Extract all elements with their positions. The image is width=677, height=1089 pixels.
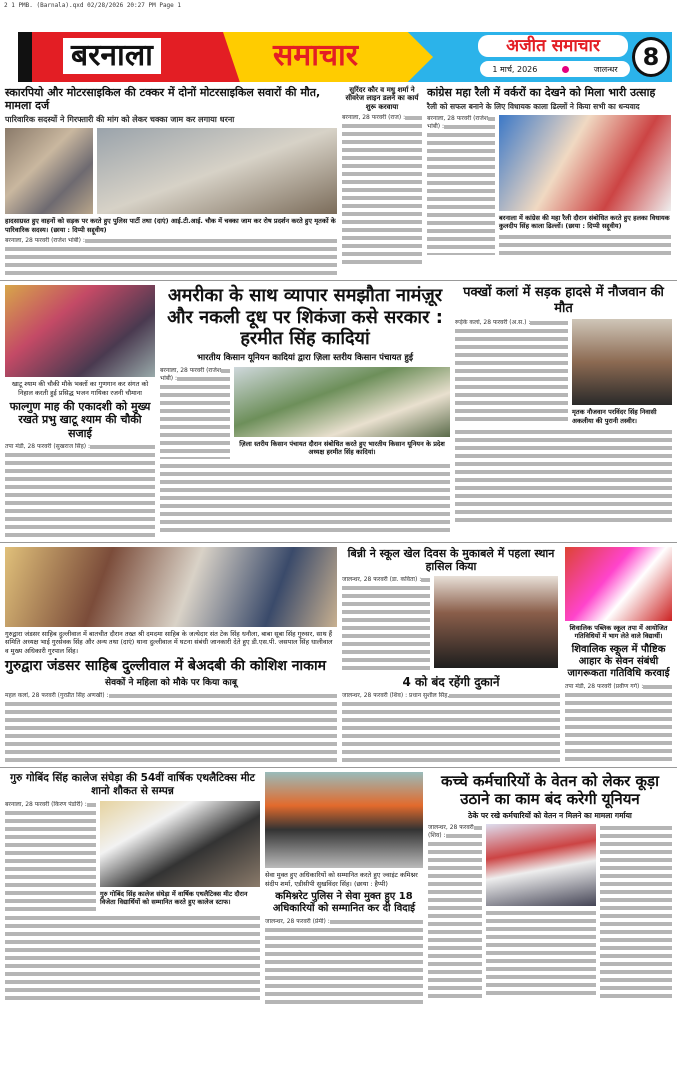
- masthead: [18, 32, 672, 82]
- subhead-accident: पारिवारिक सदस्यों ने गिरफ्तारी की मांग को लेकर चक्का जाम कर लगाया धरना: [5, 115, 235, 125]
- body-farmers: बरनाला, 28 फरवरी (राजेश भांबी) :: [160, 367, 230, 459]
- section-title-right: समाचार: [273, 38, 359, 73]
- headline-sewerage: सुरिंदर कौर व मधु शर्मा ने सीवरेज लाइन डलने का कार्य शुरू करवाया: [345, 86, 419, 111]
- body-farmers-cont: [160, 462, 450, 534]
- headline-road-accident: पक्खों कलां में सड़क हादसे में नौजवान की मौत: [463, 285, 664, 316]
- photo-accident-vehicles: [5, 128, 93, 214]
- photo-congress-rally: [499, 115, 671, 211]
- caption-congress-rally: बरनाला में कांग्रेस की महा रैली दौरान संबोधित करते हुए हलका विधायक कुलदीप सिंह काला ढिल्लों। (छाया : दिप्पी सद्दूवीय): [499, 213, 670, 230]
- body-union-strike: जालन्धर, 28 फरवरी (शिव) :: [428, 824, 482, 1000]
- story-sewerage: [342, 86, 422, 277]
- body-shops-closed: जालन्धर, 28 फरवरी (शिव) : प्रधान सुशील सिंह,: [342, 692, 560, 764]
- story-shivalik-school: [565, 547, 672, 765]
- headline-shops-closed: 4 को बंद रहेंगी दुकानें: [402, 675, 500, 690]
- photo-gurudwara: [5, 547, 337, 627]
- body-union-strike-more: [486, 909, 596, 999]
- photo-shivalik-school: [565, 547, 672, 621]
- headline-congress-rally: कांग्रेस महा रैली में वर्करों का देखने को मिला भारी उत्साह: [427, 86, 656, 99]
- body-road-accident: रूड़ेके कलां, 28 फरवरी (अ.स.) :: [455, 319, 568, 423]
- caption-accident: हादसाग्रस्त हुए वाहनों को सड़क पर करते हुए पुलिस पार्टी तथा (दाएं) आई.टी.आई. चौक में चक्का जाम कर रोष प्रदर्शन करते हुए मृतकों के पारिवारिक सदस्य। (छाया : दिप्पी सद्दूवीय): [5, 217, 336, 234]
- headline-shivalik-school: शिवालिक स्कूल में पौष्टिक आहार के सेवन संबंधी जागरूकता गतिविधि करवाई: [567, 643, 670, 679]
- city: जालन्धर: [593, 64, 618, 74]
- athletics-photo-block: [100, 801, 260, 907]
- body-khatu-shyam: तपा मंडी, 28 फरवरी (सुखराज सिंह) :: [5, 443, 155, 539]
- masthead-bar: [18, 32, 32, 82]
- body-road-accident-cont: [455, 428, 672, 524]
- headline-farmers: अमरीका के साथ व्यापार समझौता नामंज़ूर और नकली दूध पर शिकंजा कसे सरकार : हरमीत सिंह कादियां: [167, 285, 443, 350]
- road-accident-layout: [455, 319, 672, 425]
- section-title-left: बरनाला: [63, 38, 161, 74]
- union-photo-block: [486, 824, 596, 999]
- bullet-icon: [562, 66, 569, 73]
- story-binni-and-shops: [342, 547, 560, 765]
- row-1: [0, 82, 677, 281]
- body-congress-rally-cont: [499, 233, 671, 257]
- headline-khatu-shyam: फाल्गुण माह की एकादशी को मुख्य रखते प्रभु खाटू श्याम की चौकी सजाई: [9, 400, 151, 440]
- row-4: [0, 768, 677, 1011]
- body-accident: बरनाला, 28 फरवरी (राजेश भांबी) :: [5, 237, 337, 277]
- photo-credit: (छाया : हैप्पी): [353, 879, 388, 888]
- dateline: [480, 61, 630, 77]
- subhead-sacrilege: सेवकों ने महिला को मौके पर किया काबू: [104, 677, 238, 688]
- body-binni: जालन्धर, 28 फरवरी (डा. कविता) :: [342, 576, 430, 672]
- subhead-congress-rally: रैली को सफल बनाने के लिए विधायक काला ढिल्लों ने किया सभी का धन्यवाद: [427, 102, 640, 112]
- subhead-union-strike: ठेके पर रखे कर्मचारियों को वेतन न मिलने का मामला गर्माया: [468, 811, 632, 821]
- photo-police-retirement: [265, 772, 423, 868]
- congress-rally-layout: [427, 115, 672, 258]
- body-shivalik-school: तपा मंडी, 28 फरवरी (प्रवीण गर्ग) :: [565, 683, 672, 763]
- caption-athletics-meet: गुरु गोबिंद सिंह कालेज संघेड़ा में वार्षिक एथलैटिक्स मीट दौरान विजेता विद्यार्थियों को सम्मानित करते हुए कालेज स्टाफ।: [100, 889, 248, 907]
- story-union-strike: [428, 772, 672, 1008]
- farmers-photo-block: [234, 367, 450, 457]
- accident-photos: [5, 128, 337, 214]
- binni-layout: [342, 576, 560, 672]
- body-sewerage: बरनाला, 28 फरवरी (राज) :: [342, 114, 422, 264]
- story-sacrilege: [5, 547, 337, 765]
- photo-farmers-panchayat: [234, 367, 450, 437]
- row-2: [0, 281, 677, 542]
- caption-khatu-shyam: खाटू श्याम की चौकी मौके भक्तों का गुणगान कर संगत को निहाल करती हुई प्रसिद्ध भजन गायिका रजनी चौमाना: [11, 380, 149, 397]
- union-layout: [428, 824, 672, 1000]
- headline-sacrilege: गुरुद्वारा जंडसर साहिब दुल्लीवाल में बेअदबी की कोशिश नाकाम: [5, 658, 326, 674]
- athletics-layout: [5, 801, 260, 911]
- road-accident-photo-block: [572, 319, 672, 425]
- photo-protest: [97, 128, 337, 214]
- photo-union-meeting: [486, 824, 596, 906]
- caption-farmers: ज़िला स्तरीय किसान पंचायत दौरान संबोधित करते हुए भारतीय किसान यूनियन के प्रदेश अध्यक्ष हरमीत सिंह कादियां।: [239, 439, 445, 457]
- headline-athletics-meet: गुरु गोबिंद सिंह कालेज संघेड़ा की 54वीं वार्षिक एथलैटिक्स मीट शानो शौकत से सम्पन्न: [10, 772, 255, 798]
- story-police-retirement: [265, 772, 423, 1008]
- photo-deceased-youth: [572, 319, 672, 405]
- body-sacrilege: महल कलां, 28 फरवरी (गुरप्रीत सिंह अणखी) :: [5, 692, 337, 762]
- photo-binni: [434, 576, 558, 668]
- page-number: 8: [632, 37, 670, 77]
- print-slug: 2 1 PMB. (Barnala).qxd 02/28/2026 20:27 PM Page 1: [4, 2, 182, 9]
- body-police-retirement: जालन्धर, 28 फरवरी (प्रेमी) :: [265, 918, 423, 1008]
- body-athletics-meet-cont: [5, 914, 260, 1002]
- story-accident: [5, 86, 337, 277]
- story-farmers: [160, 285, 450, 538]
- headline-binni: बिन्नी ने स्कूल खेल दिवस के मुकाबले में पहला स्थान हासिल किया: [347, 546, 555, 573]
- caption-road-accident: मृतक नौजवान परविंदर सिंह निवासी अकलीया की पुरानी तस्वीर।: [572, 408, 657, 425]
- body-congress-rally: बरनाला, 28 फरवरी (राजेश भांबी) :: [427, 115, 495, 255]
- photo-athletics-meet: [100, 801, 260, 887]
- caption-gurudwara: गुरुद्वारा जंडसर साहिब दुल्लीवाल में बातचीत दौरान तख्त श्री दमदमा साहिब के जत्थेदार संत टेक सिंह धनौला, बाबा सूबा सिंह गुरुसर, साथ हैं समिति अध्यक्ष भाई गुरसेवक सिंह और अन्य तथा (दाएं) थाना दुल्लीवाल में घटना संबंधी जानकारी देते हुए डी.एस.पी. जसपाल सिंह धालीवाल व मुख्य अधिकारी गुरपाल सिंह।: [5, 629, 333, 655]
- body-athletics-meet: बरनाला, 28 फरवरी (किरण पंडोरी) :: [5, 801, 96, 911]
- caption-text: सेवा मुक्त हुए अधिकारियों को सम्मानित करते हुए ज्वाइंट कमिश्नर संदीप शर्मा, एडीसीपी सुखविंदर सिंह।: [265, 871, 418, 888]
- story-road-accident: [455, 285, 672, 538]
- newspaper-name: अजीत समाचार: [478, 35, 628, 57]
- body-union-strike-cont: [600, 824, 672, 1000]
- photo-khatu-shyam: [5, 285, 155, 377]
- subhead-farmers: भारतीय किसान यूनियन कादियां द्वारा ज़िला स्तरीय किसान पंचायत हुई: [196, 353, 413, 364]
- story-khatu-shyam: [5, 285, 155, 538]
- farmers-layout: [160, 367, 450, 459]
- headline-police-retirement: कमिश्नरेट पुलिस ने सेवा मुक्त हुए 18 अधिकारियों को सम्मानित कर दी विदाई: [272, 891, 416, 915]
- caption-shivalik-school: शिवालिक पब्लिक स्कूल तपा में आयोजित गतिविधियों में भाग लेते वाले विद्यार्थी।: [569, 623, 668, 641]
- row-3: [0, 543, 677, 769]
- caption-police-retirement: [265, 871, 423, 888]
- headline-accident: स्कारपियो और मोटरसाइकिल की टक्कर में दोनों मोटरसाइकिल सवारों की मौत, मामला दर्ज: [5, 86, 321, 113]
- story-athletics-meet: [5, 772, 260, 1008]
- date: 1 मार्च, 2026: [492, 64, 538, 74]
- headline-union-strike: कच्चे कर्मचारियों के वेतन को लेकर कूड़ा उठाने का काम बंद करेगी यूनियन: [441, 772, 659, 809]
- congress-rally-photo-block: [499, 115, 671, 258]
- story-congress-rally: [427, 86, 672, 277]
